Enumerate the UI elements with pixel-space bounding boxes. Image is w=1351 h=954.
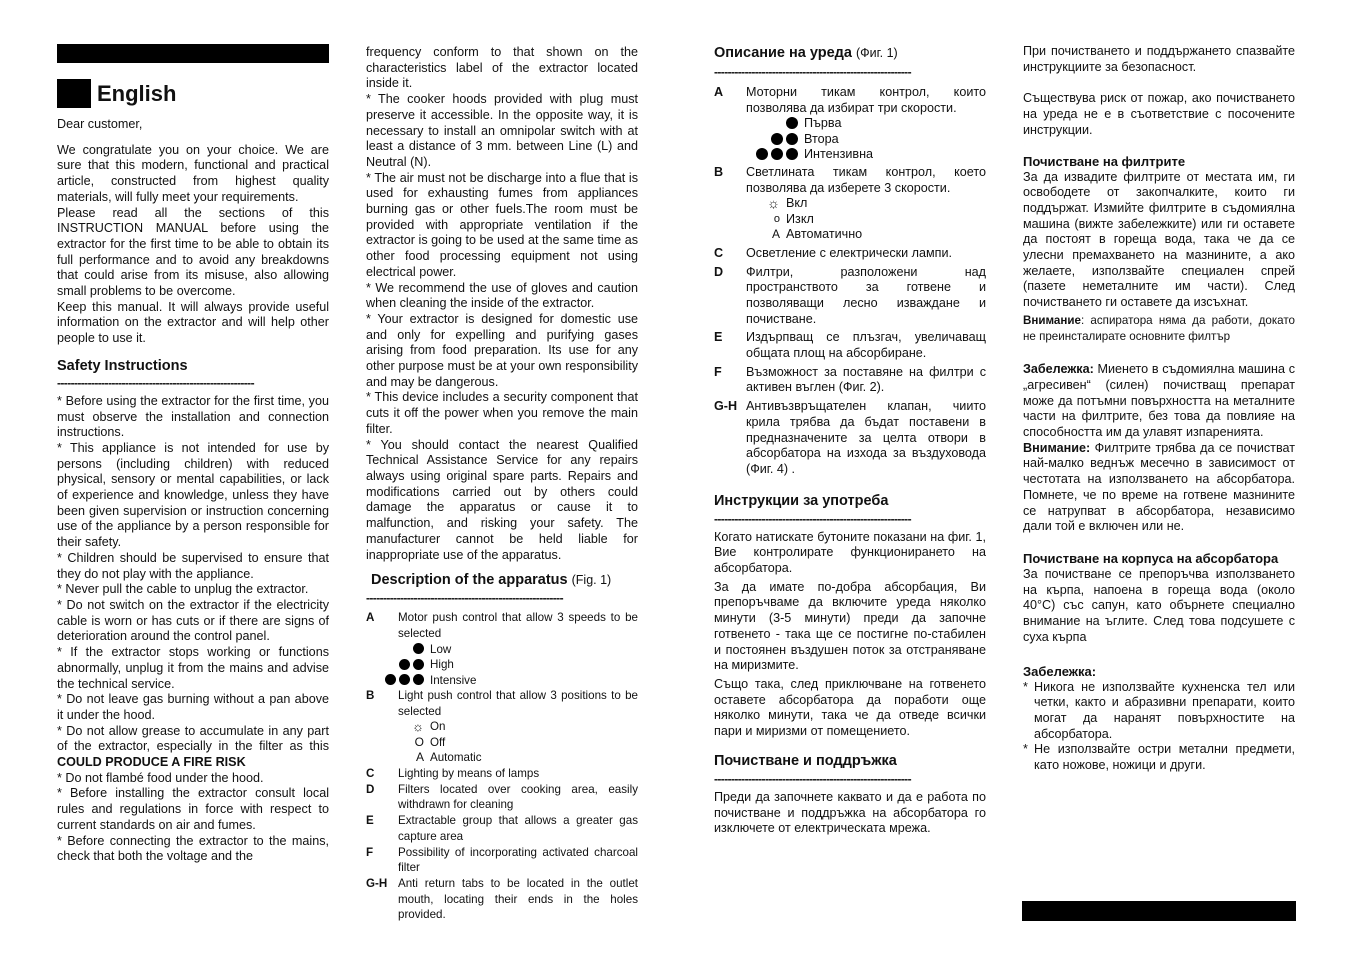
filters-heading: Почистване на филтрите [1023, 153, 1186, 169]
safety-item: * The cooker hoods provided with plug must preserve it accessible. In the opposite way, it is necessary to install an omnipolar switch with at least a distance of 3 mm. between Line (L) and Neutral (N). [366, 92, 638, 169]
auto-symbol: A [415, 750, 424, 765]
two-dots-icon [714, 132, 804, 148]
footer-bar [1022, 901, 1296, 921]
auto-symbol: A [771, 227, 780, 242]
item-text: Motor push control that allow 3 speeds to be selected [398, 611, 638, 640]
speed-intensive [366, 673, 638, 689]
safety-heading: Safety Instructions [57, 357, 188, 374]
cleaning-frequency-note [1023, 441, 1295, 535]
safety-item: * Children should be supervised to ensure that they do not play with the appliance. [57, 550, 329, 581]
speed-high [366, 657, 638, 673]
speed-low [366, 642, 638, 658]
divider: ---------------------------------------------------------- [714, 67, 911, 79]
column-bulgarian-description [714, 44, 986, 837]
item-letter: A [366, 611, 375, 625]
intro-paragraph: We congratulate you on your choice. We are sure that this modern, functional and practical article, constructed from highest quality materials, will fully meet your requirements. [57, 142, 329, 204]
note-text: Миенето в съдомиялна машина с „агресивен“ (силен) почистващ препарат може да потъмни повърхността на металните части на филтрите, без това да повлияе на способността им да улавят изпаренията. [1023, 362, 1295, 440]
safety-item: * Do not leave gas burning without a pan above it under the hood. [57, 692, 329, 722]
item-letter: E [366, 814, 374, 828]
body-cleaning-paragraph: За почистване се препоръчва използването на кърпа, напоена в гореща вода (около 40°C) със сапун, като обърнете специално внимание на ъглите. След това подсушете с суха кърпа [1023, 566, 1295, 644]
description-item-a [714, 85, 986, 116]
item-letter: B [366, 689, 375, 703]
attention-text: Филтрите трябва да се почистват най-малко веднъж месечно в зависимост от честотата на използването на абсорбатора. Помнете, че по време на готвене мазнините се натрупват в абсорбатора, независимо дали той е включен или не. [1023, 440, 1295, 534]
description-heading [366, 571, 638, 589]
off-symbol: O [414, 734, 424, 749]
three-dots-icon [366, 673, 430, 689]
bullet-asterisk: * [1023, 742, 1028, 757]
warning-list [1023, 680, 1295, 774]
description-title: Description of the apparatus [371, 572, 568, 589]
cleaning-heading: Почистване и поддръжка [714, 752, 897, 769]
item-text: Filters located over cooking area, easily withdrawn for cleaning [398, 782, 638, 812]
item-text: Моторни тикам контрол, които позволява да избират три скорости. [746, 85, 986, 115]
description-heading-bg [714, 44, 986, 62]
item-text: Possibility of incorporating activated charcoal filter [398, 845, 638, 875]
description-item [366, 845, 638, 876]
description-item [366, 782, 638, 813]
safety-item: * Before installing the extractor consult local rules and regulations in force with respect to current standards on air and fumes. [57, 786, 329, 832]
light-bulb-icon: ☼ [767, 195, 780, 212]
attention-label: Внимание [1023, 313, 1081, 327]
light-option-auto [366, 751, 638, 767]
off-symbol: o [773, 212, 780, 225]
item-text: Anti return tabs to be located in the outlet mouth, locating their ends in the holes provided. [398, 876, 638, 922]
light-option-auto [714, 227, 986, 243]
safety-item: * This appliance is not intended for use by persons (including children) with reduced physical, sensory or mental capabilities, or lack of experience and knowledge, unless they have been given supervision or instruction concerning use of the appliance by a person responsible for their safety. [57, 440, 329, 550]
item-letter: F [714, 364, 722, 379]
item-letter: G-H [714, 399, 738, 414]
speed-label: Intensive [430, 673, 477, 687]
safety-item: * Your extractor is designed for domestic use and only for expelling and purifying gases arising from food preparation. Its use for any other purpose must be at your own responsibility and may be dangerous. [366, 311, 638, 389]
usage-paragraph: Също така, след приключване на готвенето оставете абсорбатора да поработи още няколко минути, така че да отведе всички пари и миризми от помещението. [714, 676, 986, 739]
column-english-intro [57, 44, 329, 865]
divider: ---------------------------------------------------------- [57, 377, 254, 390]
safety-item: * The air must not be discharge into a flue that is used for exhausting fumes from appliances burning gas or other fuels.The room must be provided with appropriate ventilation if the extractor is going to be used at the same time as other food processing equipment not using electrical power. [366, 170, 638, 279]
item-text: Осветление с електрически лампи. [746, 245, 953, 260]
fire-risk-paragraph: Съществува риск от пожар, ако почистването на уреда не е в съответствие с посочените инструкции. [1023, 91, 1295, 137]
speed-label: High [430, 658, 454, 672]
safety-item: frequency conform to that shown on the characteristics label of the extractor located inside it. [366, 45, 638, 91]
bullet-asterisk: * [1023, 679, 1028, 694]
light-label: Автоматично [786, 227, 863, 242]
description-item [714, 365, 986, 396]
divider: ---------------------------------------------------------- [366, 593, 563, 606]
light-label: On [430, 720, 446, 734]
speed-label: Първа [804, 116, 842, 131]
description-item-a [366, 610, 638, 641]
note-heading: Забележка: [1023, 663, 1097, 679]
header-bar [57, 44, 329, 63]
item-letter: B [714, 164, 724, 179]
item-text: Издърпващ се плъзгач, увеличаващ общата площ на абсорбиране. [746, 330, 986, 361]
divider: ---------------------------------------------------------- [714, 513, 911, 526]
list-item-text: Никога не използвайте кухненска тел или четки, както и абразивни препарати, които могат да наранят повърхностите на абсорбатора. [1034, 679, 1295, 741]
light-label: Изкл [786, 211, 814, 226]
one-dot-icon [366, 642, 430, 658]
description-item [366, 813, 638, 844]
safety-item: * We recommend the use of gloves and caution when cleaning the inside of the extractor. [366, 280, 638, 311]
light-option-on [366, 720, 638, 736]
note-label: Забележка: [1023, 362, 1094, 377]
three-dots-icon [714, 147, 804, 163]
intro-paragraph: Keep this manual. It will always provide useful information on the extractor and will help other people to use it. [57, 299, 329, 346]
item-text: Възможност за поставяне на филтри с активен въглен (Фиг. 2). [746, 364, 986, 395]
language-title: English [97, 81, 177, 106]
item-letter: C [366, 767, 375, 781]
item-text: Extractable group that allows a greater gas capture area [398, 814, 638, 843]
divider: ---------------------------------------------------------- [714, 773, 911, 786]
fire-risk-warning: COULD PRODUCE A FIRE RISK [57, 755, 246, 770]
two-dots-icon [366, 657, 430, 673]
item-text: Светлината тикам контрол, което позволява да изберете 3 скорости. [746, 164, 986, 195]
safety-item: * You should contact the nearest Qualified Technical Assistance Service for any repairs always using original spare parts. Repairs and modifications carried out by others could damage the apparatus or cause it to malfunction, and risking your safety. The manufacturer cannot be held liable for inappropriate use of the apparatus. [366, 437, 638, 562]
safety-item: * Before connecting the extractor to the mains, check that both the voltage and the [57, 833, 329, 864]
speed-label: Low [430, 642, 452, 656]
intro-paragraph: Please read all the sections of this INSTRUCTION MANUAL before using the extractor for the first time to be able to obtain its full performance and to avoid any breakdowns that could arise from its misuse, also allowing small problems to be overcome. [57, 205, 329, 299]
safety-item: * Do not switch on the extractor if the electricity cable is worn or has cuts or if there are signs of deterioration around the control panel. [57, 597, 329, 644]
speed-first [714, 116, 986, 132]
attention-label: Внимание: [1023, 440, 1091, 455]
item-text: Light push control that allow 3 positions to be selected [398, 689, 638, 718]
figure-reference: (Fig. 1) [571, 573, 612, 588]
safety-item: * Before using the extractor for the first time, you must observe the installation and connection instructions. [57, 393, 329, 440]
item-text: Филтри, разположени над пространството за готвене и позволяващи лесно изваждане и почистване. [746, 264, 986, 326]
safety-paragraph: При почистването и поддържането спазвайте инструкциите за безопасност. [1023, 44, 1295, 74]
light-option-off [714, 212, 986, 228]
description-item [366, 766, 638, 782]
list-item [1023, 742, 1295, 773]
description-item [714, 246, 986, 262]
light-bulb-icon: ☼ [412, 719, 424, 735]
greeting: Dear customer, [57, 117, 143, 131]
item-letter: G-H [366, 876, 388, 890]
item-letter: F [366, 845, 374, 859]
light-label: Вкл [786, 196, 808, 211]
safety-item: * Do not flambé food under the hood. [57, 770, 264, 785]
description-item-b [714, 165, 986, 196]
speed-second [714, 132, 986, 148]
cleaning-paragraph: Преди да започнете каквато и да е работа по почистване и поддръжка на абсорбатора го изключете от електрическата мрежа. [714, 789, 986, 836]
language-heading [57, 79, 329, 108]
one-dot-icon [714, 116, 804, 132]
description-item [366, 876, 638, 923]
item-letter: D [366, 782, 375, 796]
item-letter: C [714, 245, 724, 260]
description-item [714, 330, 986, 361]
body-cleaning-heading: Почистване на корпуса на абсорбатора [1023, 550, 1279, 566]
light-label: Automatic [430, 751, 482, 765]
column-english-description [366, 45, 638, 923]
item-letter: D [714, 264, 724, 279]
light-label: Off [430, 735, 446, 749]
safety-item: * This device includes a security component that cuts it off the power when you remove the main filter. [366, 390, 638, 436]
light-option-on [714, 196, 986, 212]
filters-paragraph: За да извадите филтрите от местата им, ги освободете от закопчалките, които ги поддържат. Измийте филтрите в съдомиялна машина (вижте забележките) или ги оставете да постоят в гореща вода, така че да се улесни премахването на мазнините, а ако желаете, използвайте специален спрей (пазете неметалните им части). След почистването ги оставете да изсъхнат. [1023, 169, 1295, 310]
description-item-b [366, 688, 638, 719]
item-letter: A [714, 85, 724, 99]
list-item-text: Не използвайте остри метални предмети, като ножове, ножици и други. [1034, 742, 1295, 773]
safety-item: * If the extractor stops working or functions abnormally, unplug it from the mains and advise the technical service. [57, 645, 329, 691]
safety-text: * Do not allow grease to accumulate in any part of the extractor, especially in the filter as this [57, 723, 329, 754]
description-title: Описание на уреда [714, 45, 852, 61]
usage-paragraph: Когато натискате бутоните показани на фиг. 1, Вие контролирате функционирането на абсорбатора. [714, 529, 986, 576]
figure-reference: (Фиг. 1) [855, 46, 898, 60]
usage-paragraph: За да имате по-добра абсорбация, Ви препоръчваме да включите уреда няколко минути (3-5 минути) преди да започне готвенето - така ще се постигне по-стабилен и постоянен въздушен поток за отстраняване на миризмите. [714, 579, 986, 673]
speed-label: Интензивна [804, 147, 874, 162]
light-option-off [366, 735, 638, 751]
attention-text: : аспиратора няма да работи, докато не преинсталирате основните филтър [1023, 313, 1295, 343]
language-marker-block [57, 79, 91, 108]
speed-label: Втора [804, 131, 839, 146]
dishwasher-note [1023, 362, 1295, 441]
description-item [714, 399, 986, 478]
item-text: Антивъзвръщателен клапан, чиито крила трябва да бъдат поставени в предназначените за целта отвори в абсорбатора на изхода за въздуховода (Фиг. 4) . [746, 399, 986, 476]
safety-item-fire-risk [57, 724, 329, 771]
safety-item: * Never pull the cable to unplug the extractor. [57, 582, 309, 597]
list-item [1023, 680, 1295, 743]
item-letter: E [714, 330, 723, 345]
description-item [714, 265, 986, 328]
attention-note [1023, 313, 1295, 344]
item-text: Lighting by means of lamps [398, 767, 540, 781]
usage-heading: Инструкции за употреба [714, 492, 889, 509]
speed-intensive [714, 147, 986, 163]
column-bulgarian-cleaning [1023, 44, 1295, 774]
